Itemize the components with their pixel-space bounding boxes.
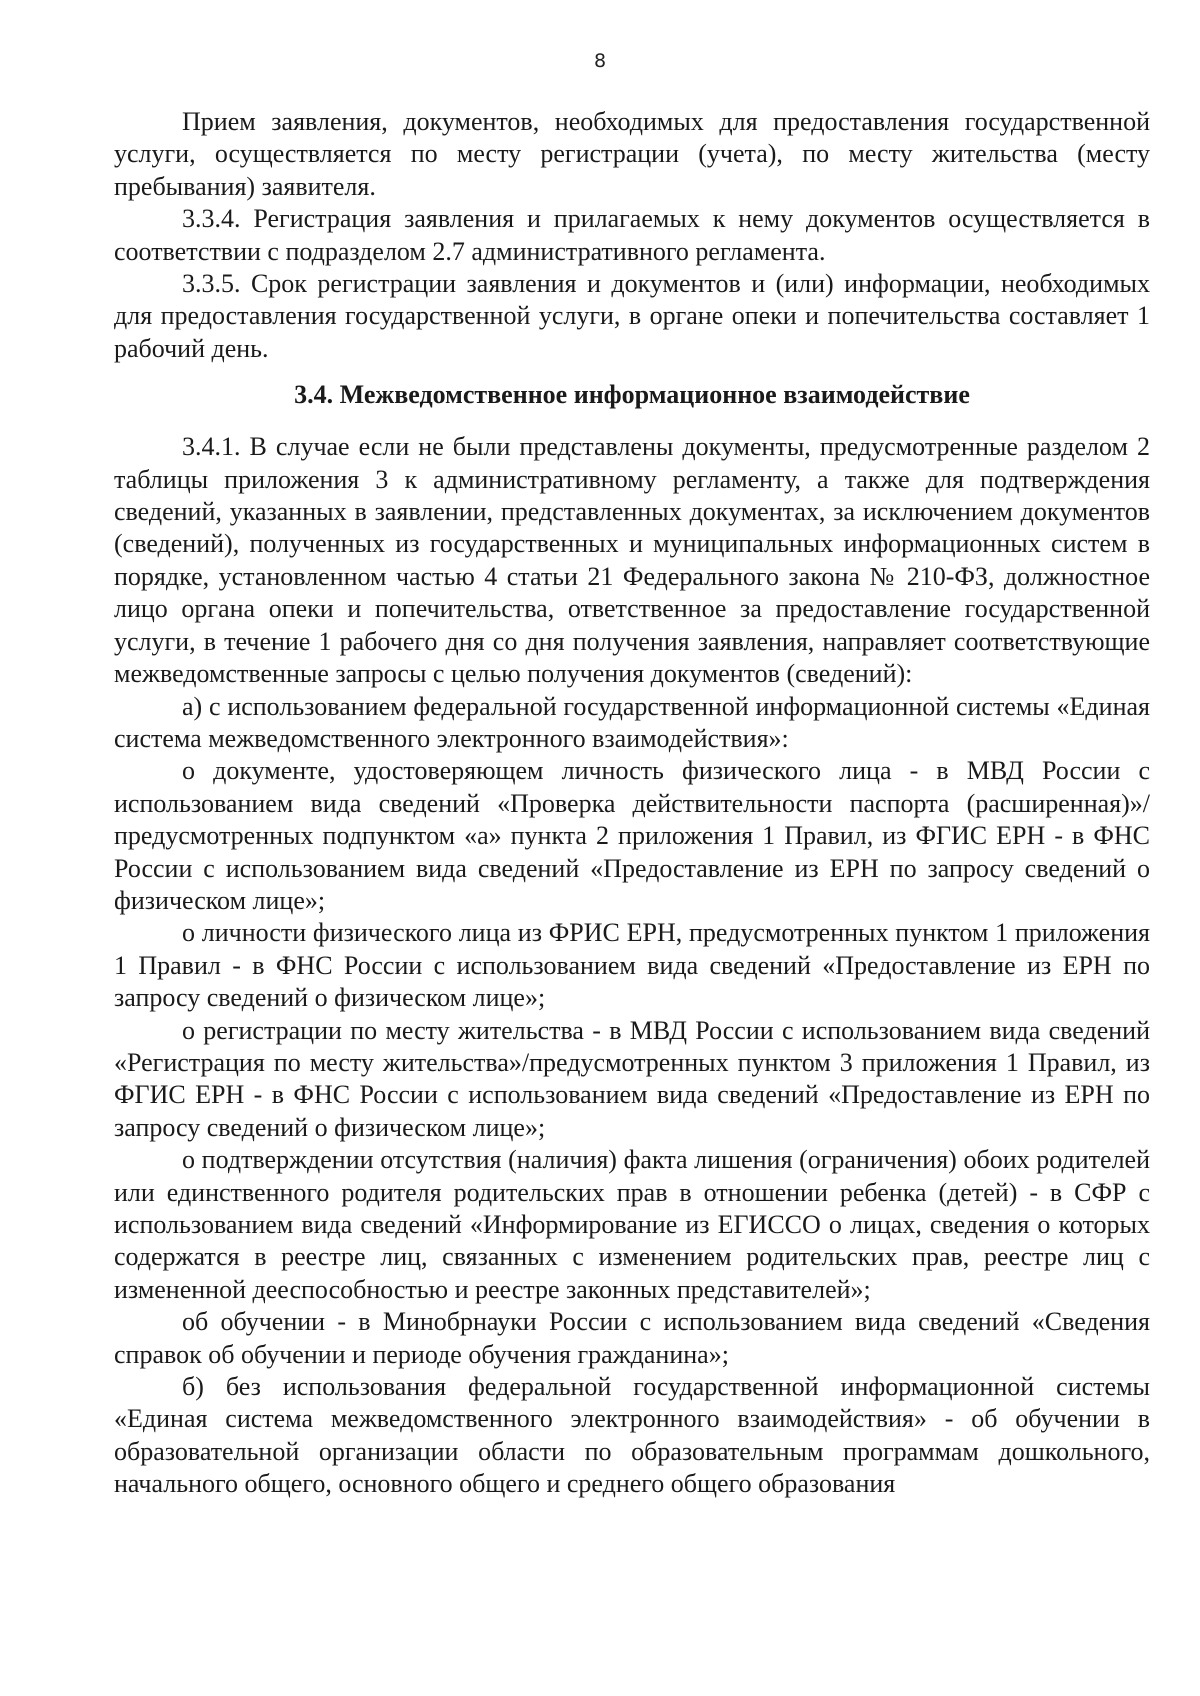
section-heading: 3.4. Межведомственное информационное взаимодействие: [294, 380, 970, 410]
page-number: 8: [593, 50, 607, 72]
paragraph-identity-document: о документе, удостоверяющем личность физического лица - в МВД России с использованием вида сведений «Проверка действительности паспорта (расширенная)»/предусмотренных подпунктом «а» пункта 2 приложения 1 Правил, из ФГИС ЕРН - в ФНС России с использованием вида сведений «Предоставление из ЕРН по запросу сведений о физическом лице»;: [114, 756, 1150, 915]
paragraph-3-4-1: 3.4.1. В случае если не были представлены документы, предусмотренные разделом 2 таблицы приложения 3 к административному регламенту, а также для подтверждения сведений, указанных в заявлении, представленных документах, за исключением документов (сведений), полученных из государственных и муниципальных информационных систем в порядке, установленном частью 4 статьи 21 Федерального закона № 210-ФЗ, должностное лицо органа опеки и попечительства, ответственное за предоставление государственной услуги, в течение 1 рабочего дня со дня получения заявления, направляет соответствующие межведомственные запросы с целью получения документов (сведений):: [114, 432, 1150, 689]
paragraph-reception: Прием заявления, документов, необходимых для предоставления государственной услуги, осуществляется по месту регистрации (учета), по месту жительства (месту пребывания) заявителя.: [114, 107, 1150, 201]
paragraph-personal-identity: о личности физического лица из ФРИС ЕРН, предусмотренных пунктом 1 приложения 1 Правил - в ФНС России с использованием вида сведений «Предоставление из ЕРН по запросу сведений о физическом лице»;: [114, 918, 1150, 1013]
paragraph-3-3-5: 3.3.5. Срок регистрации заявления и документов и (или) информации, необходимых для предоставления государственной услуги, в органе опеки и попечительства составляет 1 рабочий день.: [114, 269, 1150, 363]
paragraph-item-b: б) без использования федеральной государственной информационной системы «Единая система межведомственного электронного взаимодействия» - об обучении в образовательной организации области по образовательным программам дошкольного, начального общего, основного общего и среднего общего образования: [114, 1372, 1150, 1499]
document-body: [114, 106, 1150, 1501]
paragraph-item-a: а) с использованием федеральной государственной информационной системы «Единая система межведомственного электронного взаимодействия»:: [114, 691, 1150, 753]
paragraph-parental-rights: о подтверждении отсутствия (наличия) факта лишения (ограничения) обоих родителей или единственного родителя родительских прав в отношении ребенка (детей) - в СФР с использованием вида сведений «Информирование из ЕГИССО о лицах, сведения о которых содержатся в реестре лиц, связанных с изменением родительских прав, реестре лиц с измененной дееспособностью и реестре законных представителей»;: [114, 1145, 1150, 1304]
paragraph-residence-registration: о регистрации по месту жительства - в МВД России с использованием вида сведений «Регистрация по месту жительства»/предусмотренных пунктом 3 приложения 1 Правил, из ФГИС ЕРН - в ФНС России с использованием вида сведений «Предоставление из ЕРН по запросу сведений о физическом лице»;: [114, 1015, 1150, 1142]
paragraph-3-3-4: 3.3.4. Регистрация заявления и прилагаемых к нему документов осуществляется в соответствии с подразделом 2.7 административного регламента.: [114, 204, 1150, 266]
paragraph-education: об обучении - в Минобрнауки России с использованием вида сведений «Сведения справок об обучении и периоде обучения гражданина»;: [114, 1307, 1150, 1369]
